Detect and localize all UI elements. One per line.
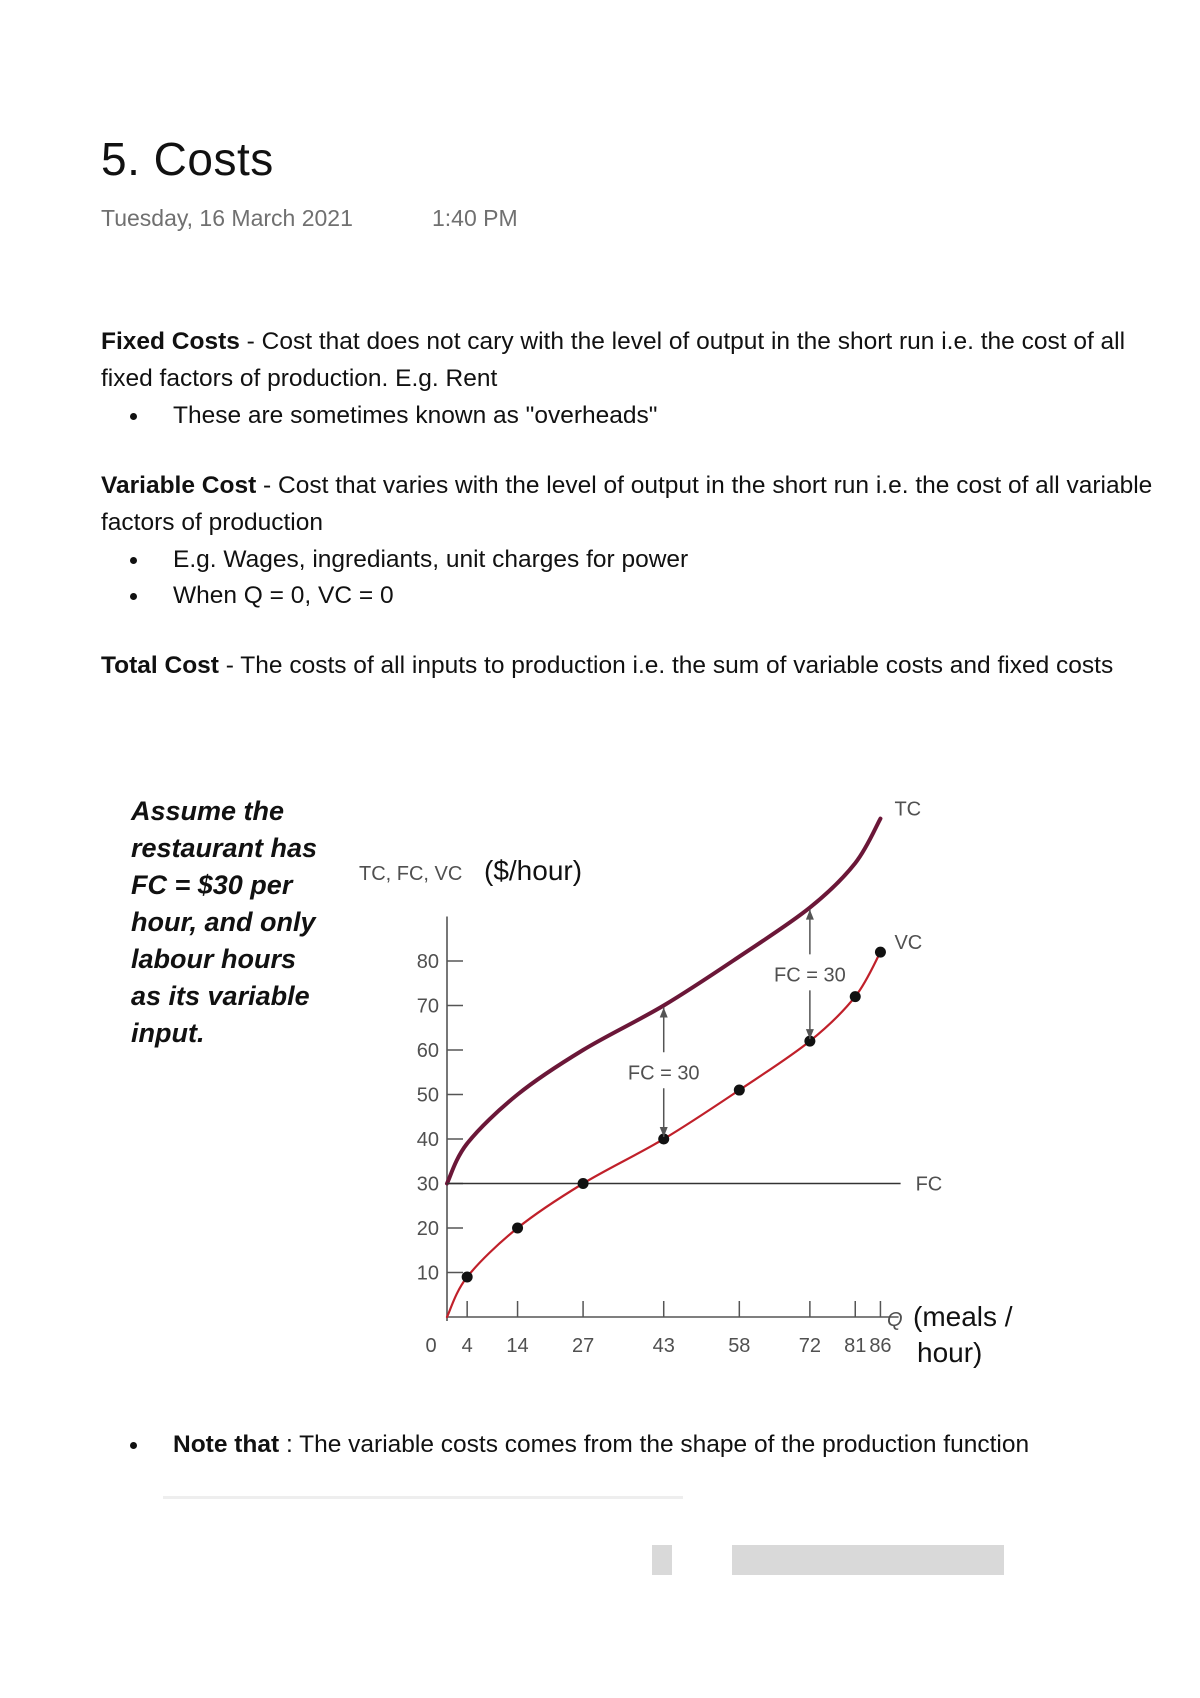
annotation-label: FC = 30	[627, 1062, 700, 1085]
y-tick-label: 50	[416, 1084, 439, 1107]
y-axis-label: TC, FC, VC	[359, 863, 463, 885]
list-item: E.g. Wages, ingrediants, unit charges for power	[101, 542, 1181, 578]
x-axis-label: Q	[887, 1309, 903, 1331]
annotation-label: FC = 30	[774, 964, 846, 987]
page-time: 1:40 PM	[432, 205, 518, 231]
data-point	[734, 1085, 745, 1096]
y-tick-label: 30	[416, 1173, 439, 1196]
fc-series-label: FC	[915, 1173, 943, 1196]
chart-layer	[359, 799, 1013, 1368]
fixed-costs-term: Fixed Costs	[101, 328, 240, 355]
y-tick-label: 20	[416, 1218, 439, 1240]
y-tick-label: 60	[416, 1040, 439, 1062]
fixed-costs-definition: - Cost that does not cary with the level of output in the short run i.e. the cost of all fixed factors of production. E.g. Rent	[101, 328, 1126, 392]
total-cost-definition: - The costs of all inputs to production i.e. the sum of variable costs and fixed costs	[218, 652, 1114, 679]
y-axis-unit: ($/hour)	[484, 855, 583, 886]
faded-bar	[732, 1545, 1004, 1575]
data-point	[850, 991, 861, 1002]
variable-cost-term: Variable Cost	[101, 472, 257, 499]
x-tick-label: 0	[425, 1335, 437, 1357]
y-tick-label: 70	[416, 995, 439, 1018]
page-title: 5. Costs	[101, 133, 274, 185]
y-tick-label: 10	[416, 1262, 439, 1285]
data-point	[578, 1178, 589, 1189]
list-item: When Q = 0, VC = 0	[101, 578, 1181, 614]
x-tick-label: 27	[571, 1335, 595, 1357]
x-tick-label: 14	[506, 1335, 529, 1357]
note-list	[101, 1427, 1181, 1463]
note-term: Note that	[173, 1431, 280, 1458]
x-tick-label: 58	[728, 1335, 751, 1357]
x-tick-label: 86	[869, 1335, 892, 1357]
x-axis-unit-line2: hour)	[917, 1337, 983, 1368]
x-tick-label: 72	[798, 1335, 822, 1357]
assumption-note: Assume the restaurant has FC = $30 per hour, and only labour hours as its variable input.	[131, 796, 318, 1048]
list-item: These are sometimes known as "overheads"	[101, 398, 1181, 434]
variable-cost-definition: - Cost that varies with the level of output in the short run i.e. the cost of all variable factors of production	[101, 472, 1153, 536]
data-point	[875, 947, 886, 958]
vc-series-label: VC	[894, 932, 923, 955]
x-tick-label: 81	[844, 1335, 867, 1357]
tc-series-label: TC	[894, 798, 922, 821]
x-axis-unit-line1: (meals /	[913, 1301, 1013, 1332]
note-item	[101, 1427, 1181, 1463]
note-text: : The variable costs comes from the shape of the production function	[279, 1431, 1030, 1458]
x-tick-label: 4	[461, 1335, 473, 1357]
data-point	[462, 1271, 473, 1282]
total-cost-term: Total Cost	[101, 652, 219, 679]
faded-block	[652, 1545, 672, 1575]
x-tick-label: 43	[652, 1335, 675, 1357]
page-date: Tuesday, 16 March 2021	[101, 205, 353, 231]
y-tick-label: 80	[416, 951, 439, 973]
faded-text-line	[163, 1496, 683, 1499]
y-tick-label: 40	[416, 1129, 439, 1151]
data-point	[512, 1223, 523, 1234]
